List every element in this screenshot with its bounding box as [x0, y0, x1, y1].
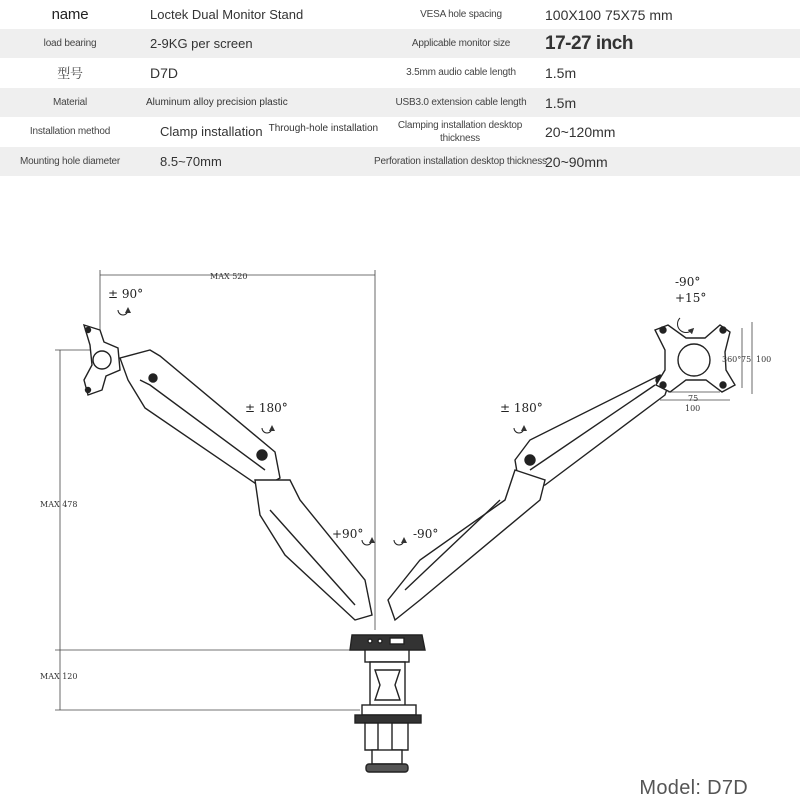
- center-right-label: -90°: [413, 527, 439, 541]
- audio-value: 1.5m: [545, 64, 577, 81]
- hole-value: 8.5~70mm: [160, 154, 222, 169]
- name-label: name: [51, 6, 89, 23]
- install-value-sub: Through-hole installation: [268, 123, 379, 134]
- max-478-label: MAX 478: [40, 500, 78, 509]
- monitor-arm-diagram: [0, 180, 800, 800]
- model-value: D7D: [150, 64, 179, 81]
- dim-360-label: 360°: [722, 355, 742, 364]
- audio-label: 3.5mm audio cable length: [406, 67, 516, 78]
- left-arm: [120, 350, 372, 620]
- monitor-size-label: Applicable monitor size: [411, 38, 511, 49]
- load-value: 2-9KG per screen: [150, 36, 253, 51]
- spec-row-model: [0, 58, 800, 87]
- hole-label: Mounting hole diameter: [19, 156, 121, 167]
- usb-value: 1.5m: [545, 94, 577, 111]
- max-520-label: MAX 520: [210, 272, 248, 281]
- clamp-label: Clamping installation desktop thickness: [397, 119, 523, 144]
- left-tilt-label: ± 90°: [108, 287, 144, 301]
- perforation-label: Perforation installation desktop thickness: [374, 156, 547, 167]
- spec-row-hole: [0, 147, 800, 176]
- install-label: Installation method: [29, 126, 111, 137]
- dimension-lines: [55, 270, 375, 710]
- material-value: Aluminum alloy precision plastic: [146, 97, 288, 108]
- install-value-main: Clamp installation: [160, 124, 263, 139]
- material-label: Material: [53, 97, 87, 108]
- vesa-value: 100X100 75X75 mm: [545, 6, 673, 23]
- name-value: Loctek Dual Monitor Stand: [150, 7, 304, 22]
- dim-75-v-label: 75: [741, 355, 752, 364]
- spec-row-load: [0, 29, 800, 58]
- usb-label: USB3.0 extension cable length: [395, 97, 527, 108]
- spec-table: [0, 0, 800, 176]
- dim-75-label: 75: [688, 394, 699, 403]
- spec-row-install: [0, 117, 800, 146]
- vesa-label: VESA hole spacing: [420, 9, 502, 20]
- perforation-value: 20~90mm: [545, 153, 608, 170]
- left-swivel-label: ± 180°: [245, 401, 288, 415]
- dim-100-label: 100: [685, 404, 701, 413]
- model-label: 型号: [57, 66, 83, 81]
- install-value: [160, 117, 390, 146]
- max-120-label: MAX 120: [40, 672, 78, 681]
- right-swivel-label: ± 180°: [500, 401, 543, 415]
- model-caption: Model: D7D: [639, 777, 748, 799]
- load-label: load bearing: [43, 38, 97, 49]
- center-left-label: +90°: [332, 527, 364, 541]
- right-tilt-top-label: -90°: [675, 275, 701, 289]
- left-vesa-plate: [84, 325, 120, 395]
- right-tilt-bottom-label: +15°: [675, 291, 707, 305]
- monitor-size-value: 17-27 inch: [545, 32, 633, 54]
- base-clamp: [350, 635, 425, 772]
- spec-row-material: [0, 88, 800, 117]
- dim-100-v-label: 100: [756, 355, 772, 364]
- diagram-svg: [0, 180, 800, 800]
- clamp-value: 20~120mm: [545, 123, 616, 140]
- spec-row-name: [0, 0, 800, 29]
